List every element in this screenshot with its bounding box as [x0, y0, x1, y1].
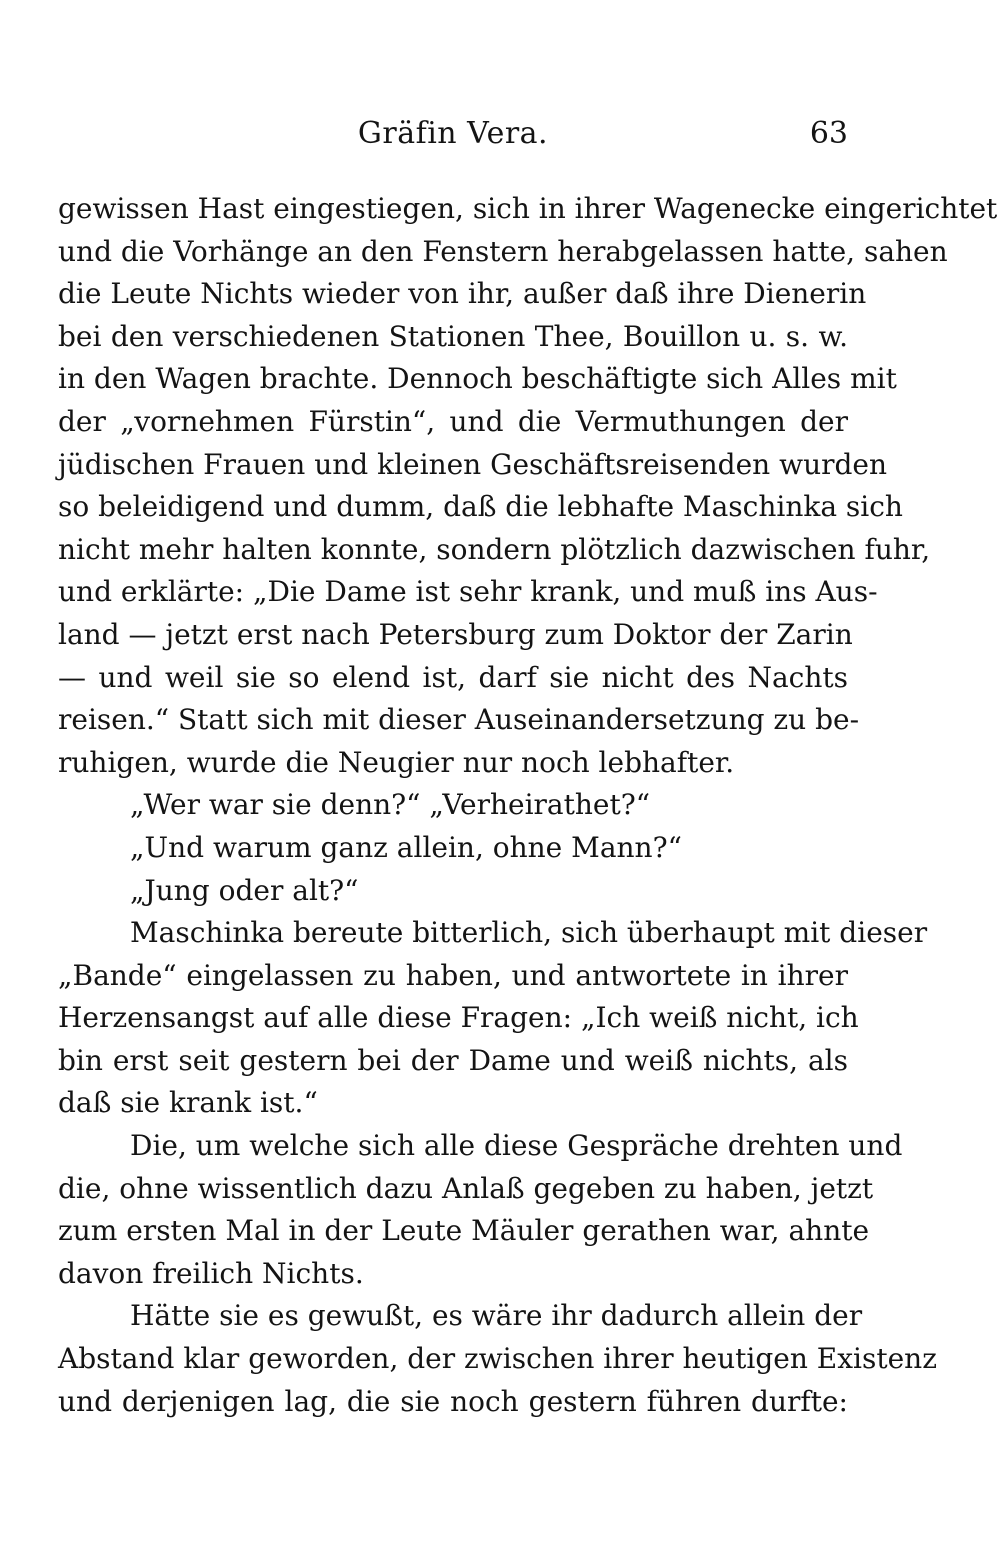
text-line: Herzensangst auf alle diese Fragen: „Ich weiß nicht, ich — [58, 1001, 859, 1035]
text-line: „Jung oder alt?“ — [130, 873, 359, 907]
text-line: Die, um welche sich alle diese Gespräche drehten und — [130, 1129, 903, 1163]
text-line: so beleidigend und dumm, daß die lebhafte Maschinka sich — [58, 490, 903, 524]
text-line: bei den verschiedenen Stationen Thee, Bouillon u. s. w. — [58, 319, 848, 353]
text-line: „Und warum ganz allein, ohne Mann?“ — [130, 830, 682, 864]
text-line: zum ersten Mal in der Leute Mäuler gerathen war, ahnte — [58, 1214, 870, 1248]
text-line: reisen.“ Statt sich mit dieser Auseinandersetzung zu be- — [58, 703, 860, 737]
text-line: land — jetzt erst nach Petersburg zum Doktor der Zarin — [58, 617, 853, 651]
text-line: in den Wagen brachte. Dennoch beschäftigte sich Alles mit — [58, 362, 897, 396]
text-line: die, ohne wissentlich dazu Anlaß gegeben zu haben, jetzt — [58, 1171, 874, 1205]
text-line: gewissen Hast eingestiegen, sich in ihrer Wagenecke eingerichtet — [58, 192, 998, 225]
text-line: „Wer war sie denn?“ „Verheirathet?“ — [130, 788, 651, 822]
text-line: nicht mehr halten konnte, sondern plötzlich dazwischen fuhr, — [58, 532, 931, 566]
page-header — [58, 112, 848, 156]
text-line: — und weil sie so elend ist, darf sie nicht des Nachts — [58, 660, 848, 694]
text-line: davon freilich Nichts. — [58, 1256, 364, 1290]
text-line: Hätte sie es gewußt, es wäre ihr dadurch allein der — [130, 1299, 863, 1333]
text-line: der „vornehmen Fürstin“, und die Vermuthungen der — [58, 404, 848, 438]
text-line: und derjenigen lag, die sie noch gestern führen durfte: — [58, 1384, 848, 1418]
text-line: ruhigen, wurde die Neugier nur noch lebhafter. — [58, 745, 735, 779]
text-line: Abstand klar geworden, der zwischen ihrer heutigen Existenz — [58, 1342, 937, 1376]
body-text — [58, 188, 998, 1423]
text-line: jüdischen Frauen und kleinen Geschäftsreisenden wurden — [58, 447, 888, 481]
text-line: und die Vorhänge an den Fenstern herabgelassen hatte, sahen — [58, 234, 948, 268]
text-line: und erklärte: „Die Dame ist sehr krank, und muß ins Aus- — [58, 575, 878, 609]
text-line: „Bande“ eingelassen zu haben, und antwortete in ihrer — [58, 958, 848, 992]
page-number: 63 — [809, 116, 848, 151]
text-line: die Leute Nichts wieder von ihr, außer daß ihre Dienerin — [58, 277, 867, 311]
running-title: Gräfin Vera. — [357, 116, 549, 151]
text-line: daß sie krank ist.“ — [58, 1086, 318, 1120]
text-line: bin erst seit gestern bei der Dame und weiß nichts, als — [58, 1043, 848, 1077]
text-line: Maschinka bereute bitterlich, sich überhaupt mit dieser — [130, 916, 928, 950]
